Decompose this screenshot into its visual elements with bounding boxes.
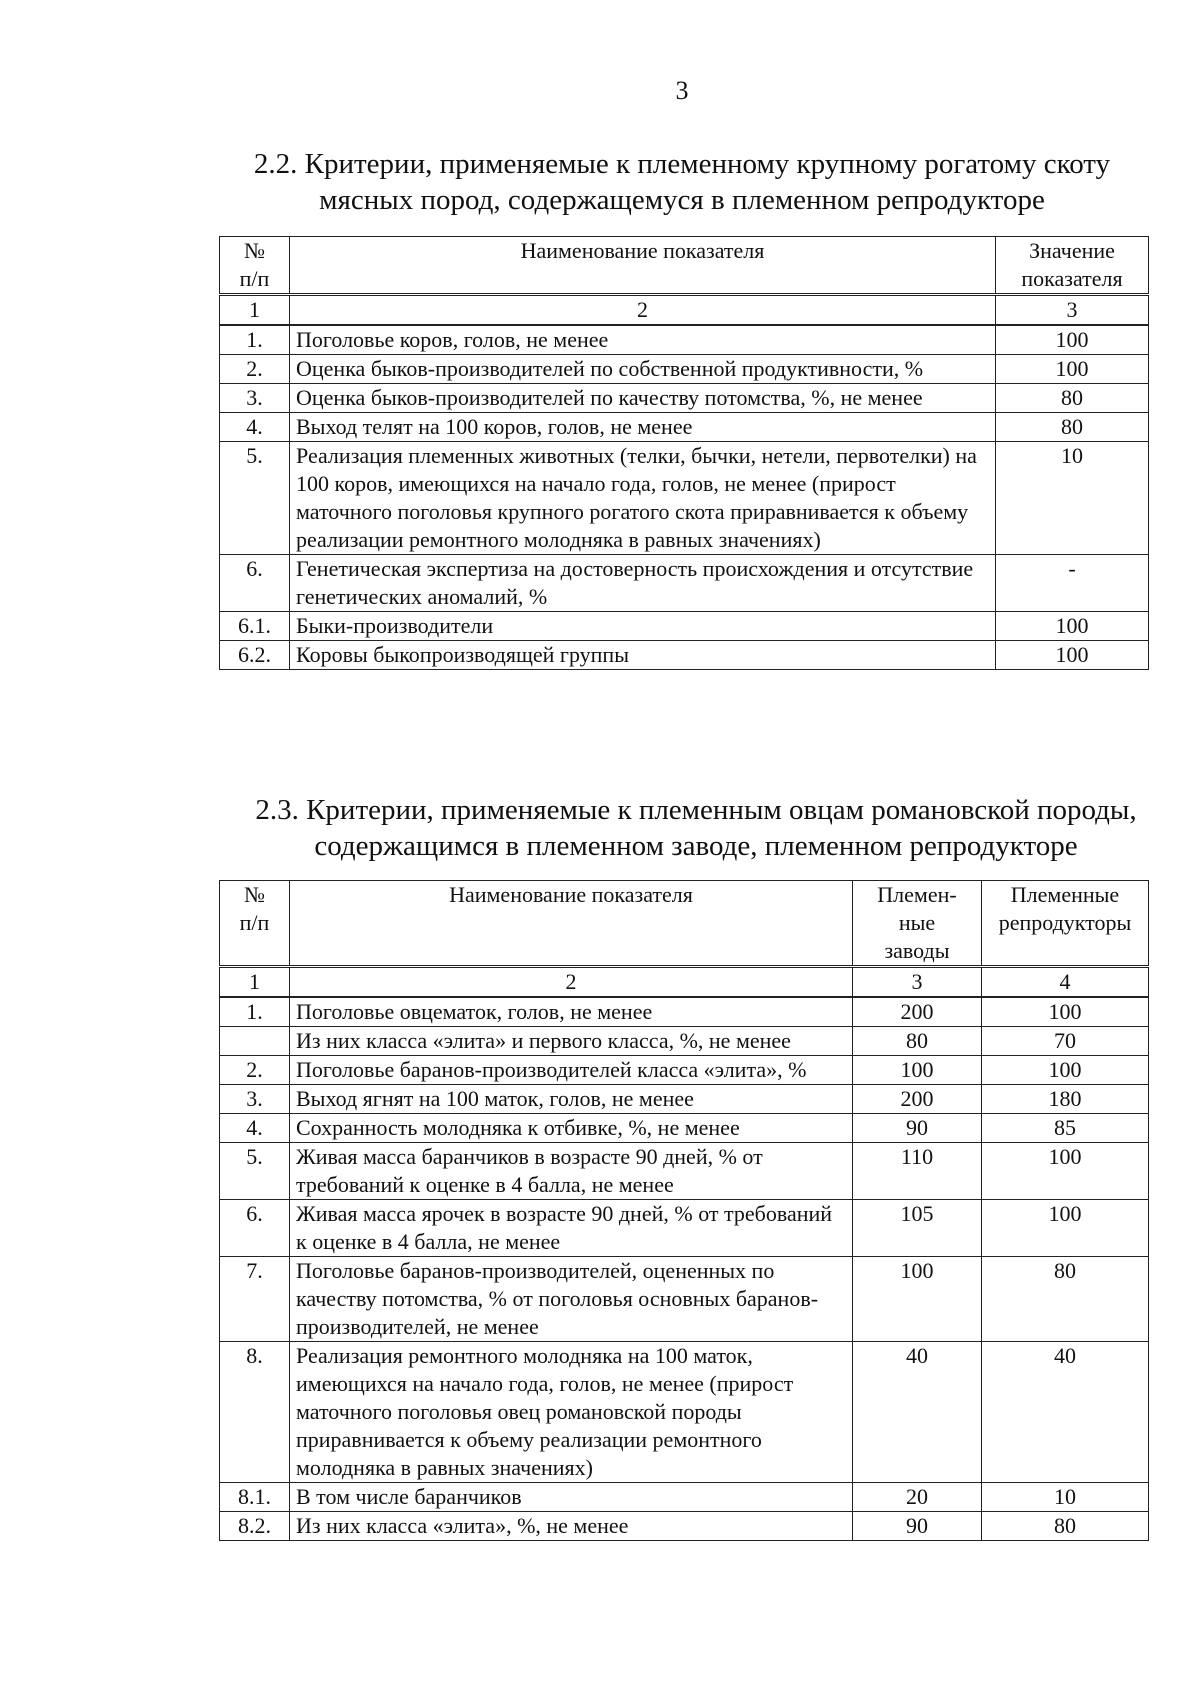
value-breeding-farms: 90 <box>853 1114 982 1143</box>
indicator-name: Сохранность молодняка к отбивке, %, не менее <box>290 1114 853 1143</box>
indicator-name: Поголовье баранов-производителей, оцененных по качеству потомства, % от поголовья основных баранов-производителей, не менее <box>290 1257 853 1342</box>
value-breeding-reproducers: 80 <box>982 1512 1149 1541</box>
table-row <box>220 1027 1149 1056</box>
value-breeding-reproducers: 100 <box>982 1143 1149 1200</box>
table-row <box>220 1085 1149 1114</box>
header-line: Племен- <box>877 882 957 907</box>
indicator-name: Живая масса ярочек в возрасте 90 дней, % от требований к оценке в 4 балла, не менее <box>290 1200 853 1257</box>
value-breeding-reproducers: 40 <box>982 1342 1149 1483</box>
row-number: 2. <box>220 355 290 384</box>
row-number: 7. <box>220 1257 290 1342</box>
value-breeding-reproducers: 180 <box>982 1085 1149 1114</box>
value-breeding-farms: 100 <box>853 1056 982 1085</box>
indicator-value: 100 <box>996 355 1149 384</box>
row-number: 4. <box>220 413 290 442</box>
row-number: 2. <box>220 1056 290 1085</box>
indicator-value: 100 <box>996 612 1149 641</box>
row-number: 3. <box>220 1085 290 1114</box>
value-breeding-farms: 200 <box>853 1085 982 1114</box>
header-value <box>996 237 1149 295</box>
indicator-name: Из них класса «элита», %, не менее <box>290 1512 853 1541</box>
row-number: 6.2. <box>220 641 290 670</box>
column-index: 1 <box>220 967 290 998</box>
value-breeding-reproducers: 100 <box>982 997 1149 1027</box>
header-num-line: № <box>244 882 265 907</box>
table-row <box>220 555 1149 612</box>
row-number: 3. <box>220 384 290 413</box>
section-title-2-2 <box>0 146 1200 218</box>
row-number: 8. <box>220 1342 290 1483</box>
table-row <box>220 612 1149 641</box>
header-breeding-reproducers <box>982 881 1149 967</box>
indicator-name: Поголовье баранов-производителей класса «элита», % <box>290 1056 853 1085</box>
indicator-value: - <box>996 555 1149 612</box>
section-title-line: содержащимся в племенном заводе, племенном репродукторе <box>314 830 1078 862</box>
header-breeding-farms <box>853 881 982 967</box>
header-num-line: п/п <box>239 266 270 291</box>
header-num <box>220 237 290 295</box>
table-row <box>220 325 1149 355</box>
row-number: 5. <box>220 442 290 555</box>
value-breeding-reproducers: 10 <box>982 1483 1149 1512</box>
value-breeding-farms: 105 <box>853 1200 982 1257</box>
indicator-name: Из них класса «элита» и первого класса, %, не менее <box>290 1027 853 1056</box>
header-line: заводы <box>884 938 950 963</box>
value-breeding-farms: 40 <box>853 1342 982 1483</box>
section-title-line: 2.3. Критерии, применяемые к племенным овцам романовской породы, <box>255 794 1137 826</box>
section-title-line: мясных пород, содержащемуся в племенном репродукторе <box>319 184 1045 216</box>
table-row <box>220 1512 1149 1541</box>
table-row <box>220 1143 1149 1200</box>
indicator-value: 100 <box>996 641 1149 670</box>
row-number: 6. <box>220 555 290 612</box>
value-breeding-reproducers: 100 <box>982 1056 1149 1085</box>
table-header-row <box>220 237 1149 295</box>
table-row <box>220 641 1149 670</box>
table-row <box>220 1483 1149 1512</box>
indicator-name: Поголовье коров, голов, не менее <box>290 325 996 355</box>
value-breeding-farms: 20 <box>853 1483 982 1512</box>
section-title-line: 2.2. Критерии, применяемые к племенному крупному рогатому скоту <box>253 148 1111 180</box>
indicator-name: Поголовье овцематок, голов, не менее <box>290 997 853 1027</box>
column-index: 1 <box>220 295 290 326</box>
row-number: 6. <box>220 1200 290 1257</box>
header-num-line: п/п <box>239 910 270 935</box>
header-num <box>220 881 290 967</box>
header-line: Племенные <box>1010 882 1120 907</box>
column-index: 4 <box>982 967 1149 998</box>
table-row <box>220 1114 1149 1143</box>
row-number: 1. <box>220 325 290 355</box>
column-index: 2 <box>290 967 853 998</box>
indicator-value: 80 <box>996 384 1149 413</box>
indicator-name: Оценка быков-производителей по качеству потомства, %, не менее <box>290 384 996 413</box>
indicator-name: Выход ягнят на 100 маток, голов, не менее <box>290 1085 853 1114</box>
row-number: 6.1. <box>220 612 290 641</box>
indicator-name: Выход телят на 100 коров, голов, не менее <box>290 413 996 442</box>
value-breeding-reproducers: 80 <box>982 1257 1149 1342</box>
header-line: ные <box>898 910 936 935</box>
value-breeding-reproducers: 85 <box>982 1114 1149 1143</box>
indicator-name: Коровы быкопроизводящей группы <box>290 641 996 670</box>
column-index: 3 <box>996 295 1149 326</box>
table-row <box>220 384 1149 413</box>
value-breeding-farms: 200 <box>853 997 982 1027</box>
criteria-table-cattle <box>219 236 1149 670</box>
column-index-row <box>220 967 1149 998</box>
table-row <box>220 1342 1149 1483</box>
indicator-name: В том числе баранчиков <box>290 1483 853 1512</box>
table-row <box>220 997 1149 1027</box>
header-line: репродукторы <box>998 910 1132 935</box>
indicator-name: Живая масса баранчиков в возрасте 90 дней, % от требований к оценке в 4 балла, не менее <box>290 1143 853 1200</box>
indicator-name: Генетическая экспертиза на достоверность происхождения и отсутствие генетических аномалий, % <box>290 555 996 612</box>
indicator-value: 100 <box>996 325 1149 355</box>
indicator-name: Оценка быков-производителей по собственной продуктивности, % <box>290 355 996 384</box>
header-name: Наименование показателя <box>290 237 996 295</box>
column-index: 3 <box>853 967 982 998</box>
column-index: 2 <box>290 295 996 326</box>
section-title-2-3 <box>14 792 1200 864</box>
header-value-line: показателя <box>1021 266 1123 291</box>
value-breeding-farms: 100 <box>853 1257 982 1342</box>
value-breeding-farms: 80 <box>853 1027 982 1056</box>
row-number: 1. <box>220 997 290 1027</box>
value-breeding-farms: 90 <box>853 1512 982 1541</box>
indicator-name: Реализация племенных животных (телки, бычки, нетели, первотелки) на 100 коров, имеющихся на начало года, голов, не менее (прирост маточного поголовья крупного рогатого скота приравнивается к объему реализации ремонтного молодняка в равных значениях) <box>290 442 996 555</box>
value-breeding-reproducers: 70 <box>982 1027 1149 1056</box>
header-name: Наименование показателя <box>290 881 853 967</box>
table-header-row <box>220 881 1149 967</box>
header-num-line: № <box>244 238 265 263</box>
row-number: 8.2. <box>220 1512 290 1541</box>
table-row <box>220 355 1149 384</box>
value-breeding-farms: 110 <box>853 1143 982 1200</box>
table-row <box>220 413 1149 442</box>
table-row <box>220 1257 1149 1342</box>
table-row <box>220 442 1149 555</box>
criteria-table-sheep <box>219 880 1149 1541</box>
row-number: 5. <box>220 1143 290 1200</box>
table-row <box>220 1200 1149 1257</box>
value-breeding-reproducers: 100 <box>982 1200 1149 1257</box>
page-number: 3 <box>675 76 689 105</box>
row-number <box>220 1027 290 1056</box>
indicator-name: Быки-производители <box>290 612 996 641</box>
row-number: 8.1. <box>220 1483 290 1512</box>
indicator-value: 10 <box>996 442 1149 555</box>
column-index-row <box>220 295 1149 326</box>
header-value-line: Значение <box>1029 238 1115 263</box>
row-number: 4. <box>220 1114 290 1143</box>
indicator-value: 80 <box>996 413 1149 442</box>
table-row <box>220 1056 1149 1085</box>
indicator-name: Реализация ремонтного молодняка на 100 маток, имеющихся на начало года, голов, не менее (прирост маточного поголовья овец романовской породы приравнивается к объему реализации ремонтного молодняка в равных значениях) <box>290 1342 853 1483</box>
